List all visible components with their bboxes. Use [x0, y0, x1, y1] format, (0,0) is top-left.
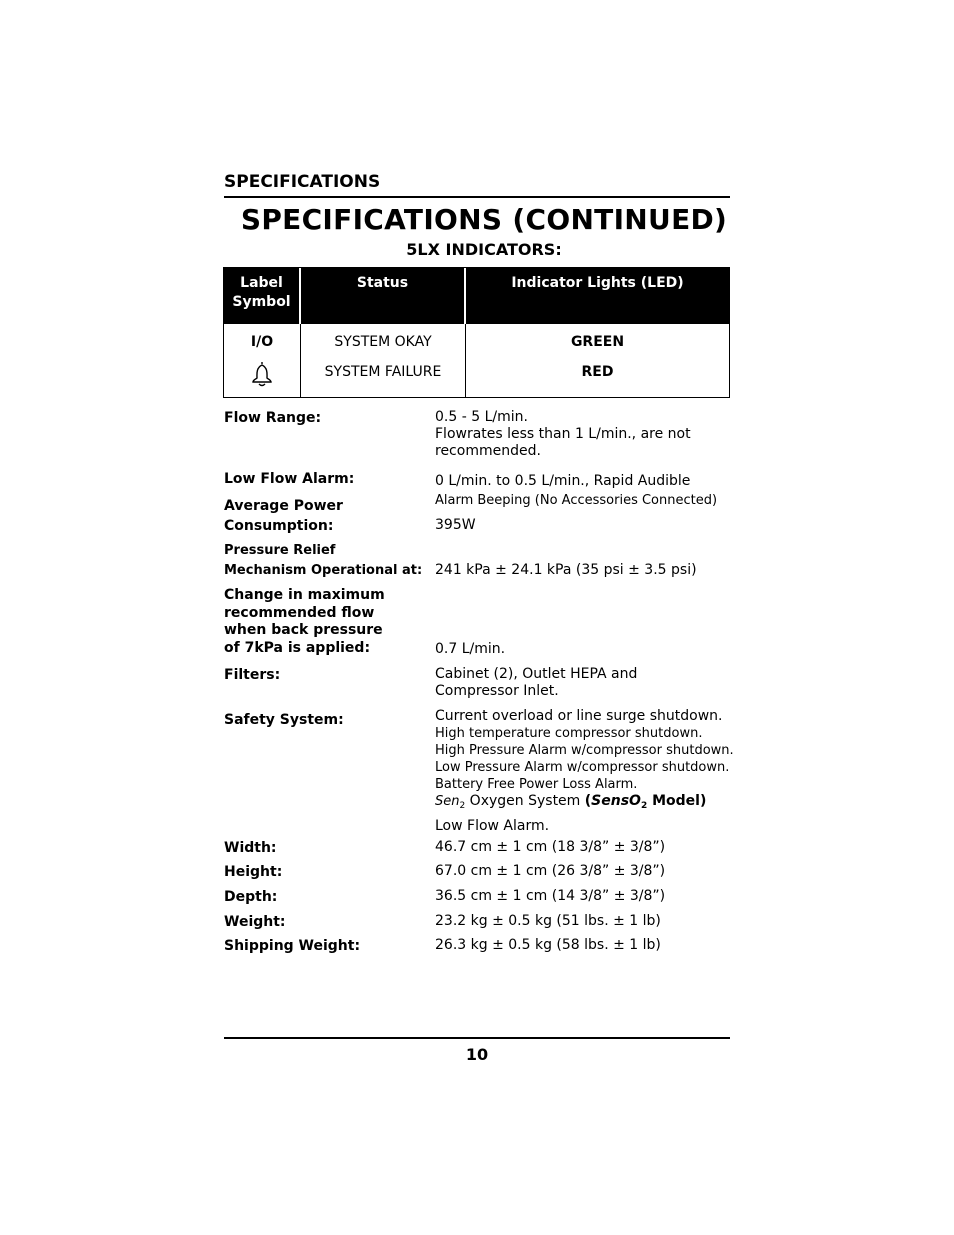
- depth-value: 36.5 cm ± 1 cm (14 3/8” ± 3/8”): [435, 888, 666, 904]
- led-red: RED: [581, 364, 614, 380]
- pressure-relief-label: Pressure Relief Mechanism Operational at:: [224, 543, 423, 578]
- average-power-value: 395W: [435, 517, 476, 533]
- weight-label: Weight:: [224, 914, 286, 930]
- safety-system-value: Current overload or line surge shutdown. High temperature compressor shutdown. High Pressure Alarm w/compressor shutdown. Low Pressure Alarm w/compressor shutdown. Battery Free Power Loss Alarm. Sen$_2$ Oxygen System (SensO$_2$ Model) Low Flow Alarm.: [435, 708, 734, 834]
- section-label: SPECIFICATIONS: [224, 172, 381, 192]
- safety-system-label: Safety System:: [224, 712, 344, 728]
- shipping-weight-value: 26.3 kg ± 0.5 kg (58 lbs. ± 1 lb): [435, 937, 661, 953]
- shipping-weight-label: Shipping Weight:: [224, 938, 361, 954]
- header-status: Status: [356, 275, 409, 291]
- width-value: 46.7 cm ± 1 cm (18 3/8” ± 3/8”): [435, 839, 666, 855]
- width-label: Width:: [224, 840, 277, 856]
- bell-icon: [248, 360, 276, 392]
- filters-label: Filters:: [224, 667, 281, 683]
- weight-value: 23.2 kg ± 0.5 kg (51 lbs. ± 1 lb): [435, 913, 661, 929]
- led-green: GREEN: [570, 334, 625, 350]
- page-title: SPECIFICATIONS (CONTINUED): [240, 203, 728, 236]
- change-in-flow-value: 0.7 L/min.: [435, 641, 506, 657]
- low-flow-alarm-label: Low Flow Alarm:: [224, 471, 355, 487]
- bottom-rule: [224, 1037, 730, 1039]
- header-led: Indicator Lights (LED): [511, 275, 684, 291]
- height-label: Height:: [224, 864, 283, 880]
- change-in-flow-label: Change in maximum recommended flow when back pressure of 7kPa is applied:: [224, 587, 385, 656]
- sens-o2-line: Sen$_2$ Oxygen System (SensO$_2$ Model): [435, 793, 707, 811]
- depth-label: Depth:: [224, 889, 278, 905]
- pressure-relief-value: 241 kPa ± 24.1 kPa (35 psi ± 3.5 psi): [435, 562, 697, 578]
- symbol-io: I/O: [250, 334, 274, 350]
- height-value: 67.0 cm ± 1 cm (26 3/8” ± 3/8”): [435, 863, 666, 879]
- indicators-subtitle: 5LX INDICATORS:: [406, 240, 562, 259]
- header-label-symbol: Label Symbol: [232, 275, 291, 310]
- page-number: 10: [465, 1045, 489, 1064]
- indicator-table-header: [224, 268, 729, 324]
- status-system-okay: SYSTEM OKAY: [334, 334, 432, 350]
- average-power-label: Average Power Consumption:: [224, 498, 343, 534]
- flow-range-value: 0.5 - 5 L/min. Flowrates less than 1 L/min., are not recommended.: [435, 409, 691, 459]
- filters-value: Cabinet (2), Outlet HEPA and Compressor Inlet.: [435, 666, 638, 699]
- indicator-table: [223, 267, 730, 398]
- flow-range-label: Flow Range:: [224, 410, 322, 426]
- status-system-failure: SYSTEM FAILURE: [324, 364, 442, 380]
- top-rule: [224, 196, 730, 198]
- low-flow-alarm-value: 0 L/min. to 0.5 L/min., Rapid Audible Alarm Beeping (No Accessories Connected): [435, 473, 718, 508]
